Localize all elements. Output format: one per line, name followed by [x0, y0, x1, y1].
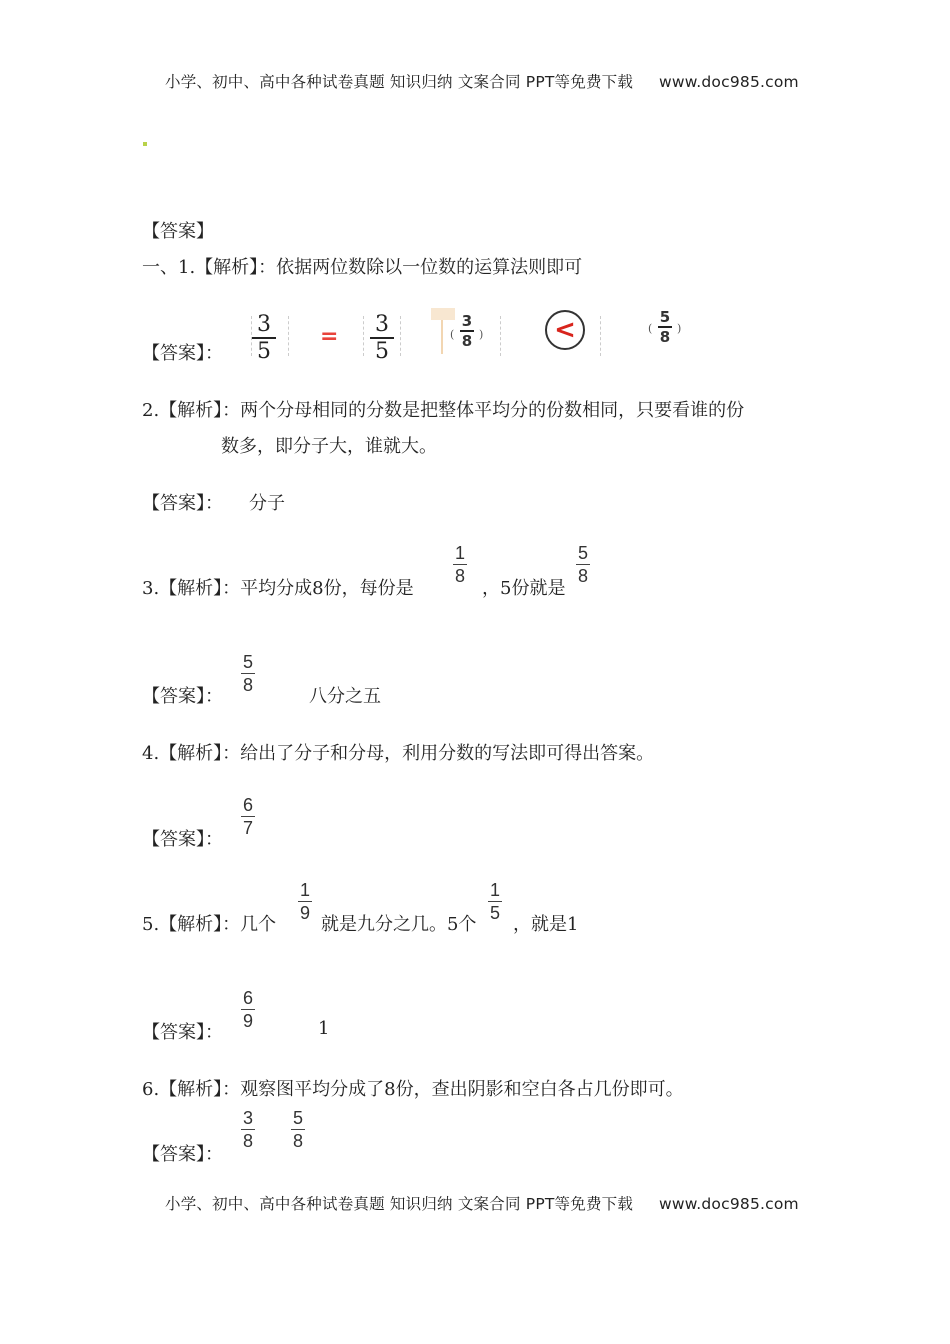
page-header — [165, 70, 799, 92]
denominator: 7 — [242, 818, 253, 838]
q1-paren-left: ( — [648, 322, 653, 335]
q1-image-fragment-stem — [441, 320, 443, 354]
q2-answer-label: 【答案】： — [142, 493, 223, 514]
q2-answer: 分子 — [249, 493, 285, 514]
q6-answer-fraction-2 — [291, 1108, 305, 1151]
q1-less-than-circle: < — [545, 310, 585, 350]
q1-fraction-4 — [658, 309, 672, 345]
q5-fraction-one-fifth — [488, 880, 502, 923]
numerator: 6 — [242, 795, 253, 815]
denominator: 5 — [257, 339, 271, 364]
header-site-link[interactable]: www.doc985.com — [659, 73, 799, 91]
q6-analysis: 6.【解析】：观察图平均分成了8份，查出阴影和空白各占几份即可。 — [142, 1079, 684, 1100]
q2-analysis-line1: 2.【解析】：两个分母相同的分数是把整体平均分的份数相同，只要看谁的份 — [142, 400, 745, 421]
q1-fraction-1 — [252, 313, 276, 363]
q1-answer-label: 【答案】： — [142, 343, 223, 364]
q6-answer-label: 【答案】： — [142, 1144, 223, 1165]
numerator: 1 — [454, 543, 465, 563]
q1-paren-left: ( — [450, 328, 455, 341]
cell-divider — [500, 316, 501, 356]
denominator: 8 — [659, 328, 671, 346]
numerator: 1 — [489, 880, 500, 900]
numerator: 3 — [257, 312, 271, 337]
q3-fraction-five-eighths — [576, 543, 590, 586]
numerator: 6 — [242, 988, 253, 1008]
denominator: 5 — [375, 339, 389, 364]
cell-divider — [288, 316, 289, 356]
page-footer — [165, 1192, 799, 1214]
q3-analysis-part-b: ，5份就是 — [482, 578, 566, 599]
q1-paren-right: ) — [479, 328, 484, 341]
q5-answer-fraction — [241, 988, 255, 1031]
denominator: 8 — [242, 675, 253, 695]
denominator: 8 — [454, 566, 465, 586]
q3-answer-text: 八分之五 — [309, 686, 381, 707]
q1-analysis: 一、1.【解析】：依据两位数除以一位数的运算法则即可 — [142, 257, 583, 278]
numerator: 3 — [461, 312, 473, 330]
q5-analysis-part-c: ，就是1 — [513, 914, 579, 935]
q3-fraction-one-eighth — [453, 543, 467, 586]
answer-heading: 【答案】 — [142, 221, 214, 242]
numerator: 5 — [577, 543, 588, 563]
q4-answer-label: 【答案】： — [142, 829, 223, 850]
numerator: 3 — [242, 1108, 253, 1128]
q1-paren-right: ) — [677, 322, 682, 335]
q5-analysis-part-a: 5.【解析】：几个 — [142, 914, 277, 935]
decorative-dot — [143, 142, 147, 146]
footer-text: 小学、初中、高中各种试卷真题 知识归纳 文案合同 PPT等免费下载 — [165, 1195, 634, 1213]
denominator: 5 — [489, 903, 500, 923]
q6-answer-fraction-1 — [241, 1108, 255, 1151]
q4-answer-fraction — [241, 795, 255, 838]
header-text: 小学、初中、高中各种试卷真题 知识归纳 文案合同 PPT等免费下载 — [165, 73, 634, 91]
q1-equals-sign: = — [320, 324, 339, 349]
denominator: 8 — [461, 332, 473, 350]
q1-image-fragment — [431, 308, 455, 320]
q5-answer-label: 【答案】： — [142, 1022, 223, 1043]
q3-answer-label: 【答案】： — [142, 686, 223, 707]
numerator: 5 — [292, 1108, 303, 1128]
numerator: 5 — [659, 308, 671, 326]
numerator: 3 — [375, 312, 389, 337]
q5-fraction-one-ninth — [298, 880, 312, 923]
cell-divider — [400, 316, 401, 356]
q3-answer-fraction — [241, 652, 255, 695]
cell-divider — [363, 316, 364, 356]
q1-fraction-2 — [370, 313, 394, 363]
q5-analysis-part-b: 就是九分之几。5个 — [321, 914, 477, 935]
denominator: 9 — [299, 903, 310, 923]
denominator: 8 — [292, 1131, 303, 1151]
q4-analysis: 4.【解析】：给出了分子和分母，利用分数的写法即可得出答案。 — [142, 743, 655, 764]
numerator: 1 — [299, 880, 310, 900]
cell-divider — [600, 316, 601, 356]
q3-analysis-part-a: 3.【解析】：平均分成8份，每份是 — [142, 578, 414, 599]
q5-answer-text: 1 — [318, 1018, 330, 1039]
q1-fraction-3 — [460, 313, 474, 349]
numerator: 5 — [242, 652, 253, 672]
denominator: 8 — [577, 566, 588, 586]
q2-analysis-line2: 数多，即分子大，谁就大。 — [221, 436, 437, 457]
denominator: 9 — [242, 1011, 253, 1031]
denominator: 8 — [242, 1131, 253, 1151]
footer-site-link[interactable]: www.doc985.com — [659, 1195, 799, 1213]
